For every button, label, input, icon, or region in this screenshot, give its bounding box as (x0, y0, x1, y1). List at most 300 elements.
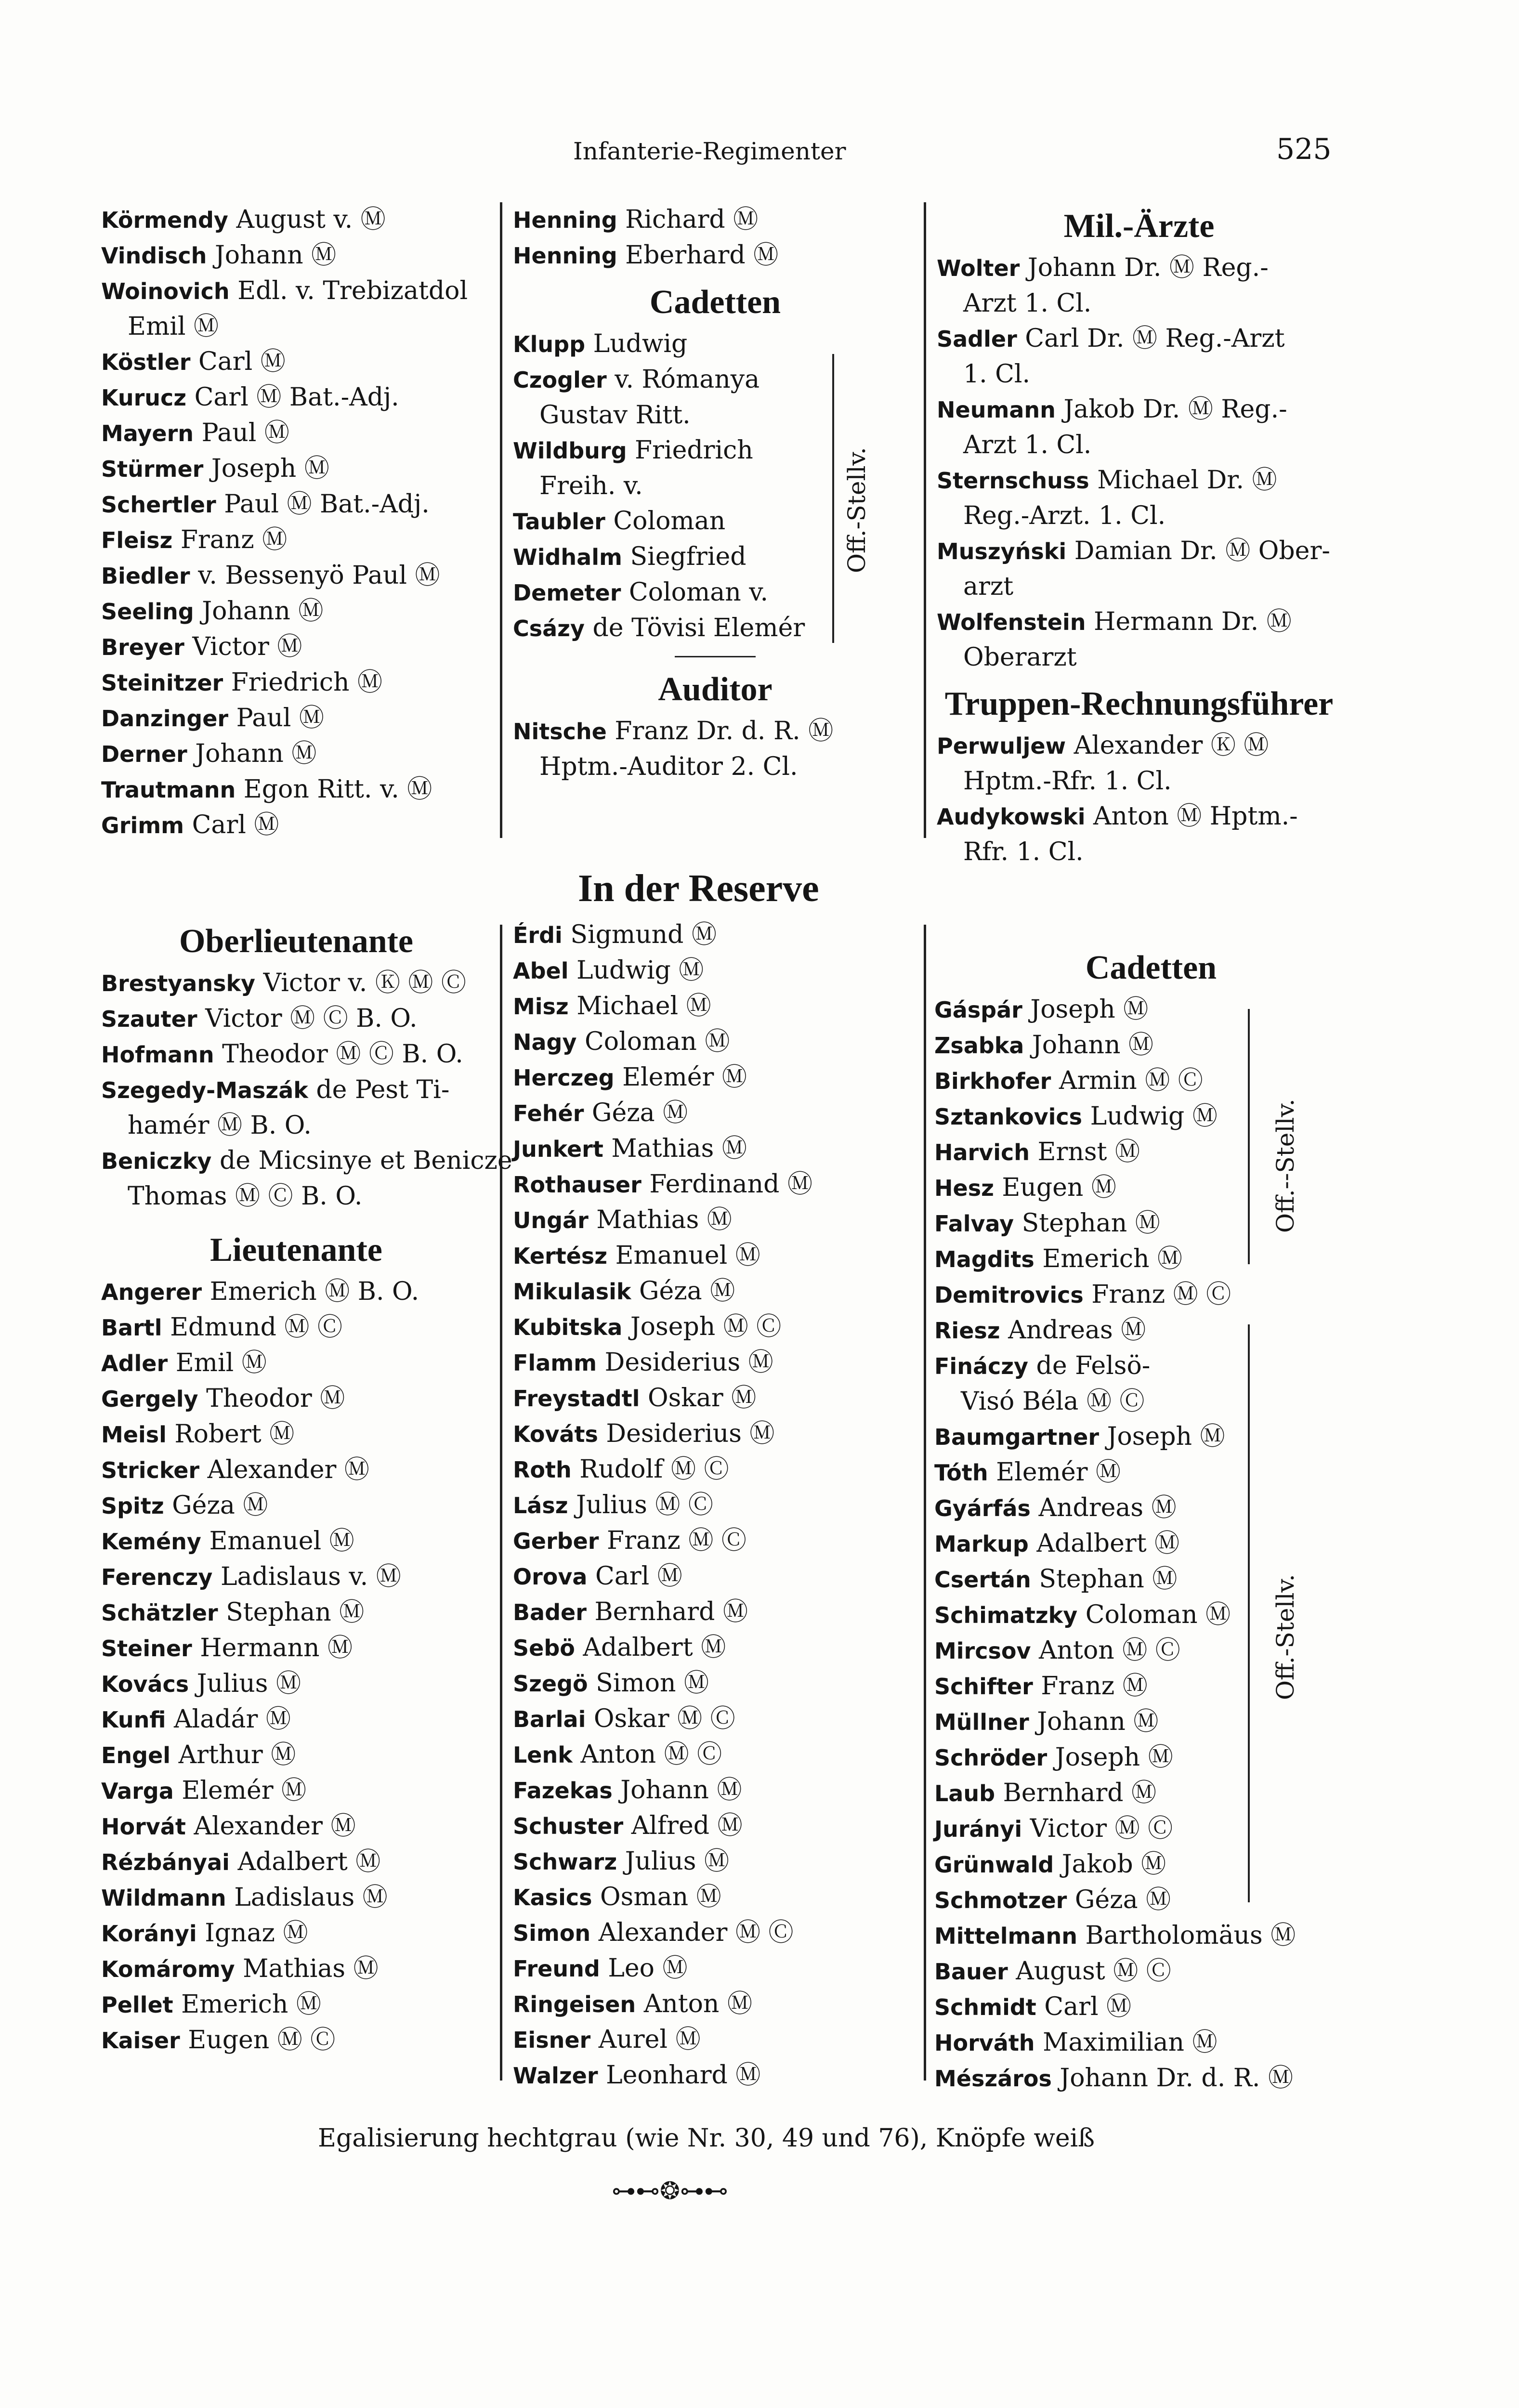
entry-details: Johann Ⓜ (1037, 1707, 1159, 1736)
surname: Fehér (513, 1100, 584, 1126)
surname: Tóth (934, 1460, 988, 1486)
entry-details: Coloman v. (629, 578, 769, 607)
surname: Schifter (934, 1674, 1033, 1700)
surname: Steinitzer (101, 670, 223, 696)
list-item (513, 1381, 917, 1416)
entry-details: Carl Ⓜ Bat.-Adj. (194, 383, 399, 412)
list-item (513, 2022, 917, 2058)
entry-details: Arzt 1. Cl. (963, 289, 1092, 318)
entry-details: Emanuel Ⓜ (209, 1527, 354, 1556)
list-item (101, 1702, 491, 1738)
list-item (513, 1274, 917, 1309)
list-item (513, 1452, 917, 1488)
surname: Danzinger (101, 706, 229, 732)
list-item (937, 357, 1341, 392)
list-item (934, 1348, 1368, 1384)
list-item (513, 362, 917, 398)
entry-details: Arthur Ⓜ (178, 1741, 296, 1769)
list-item (934, 1597, 1368, 1633)
entry-details: Franz Dr. d. R. Ⓜ (615, 717, 834, 746)
list-item (513, 1096, 917, 1131)
entry-details: Hermann Dr. Ⓜ (1094, 607, 1292, 636)
list-item (101, 1143, 512, 1179)
surname: Kaiser (101, 2028, 180, 2054)
list-item (937, 392, 1341, 428)
surname: Simon (513, 1920, 591, 1946)
entry-details: Elemér Ⓜ (182, 1776, 307, 1805)
surname: Pellet (101, 1992, 173, 2018)
list-item (101, 594, 486, 629)
entry-details: Adalbert Ⓜ (1036, 1529, 1180, 1558)
entry-details: Julius Ⓜ (625, 1847, 729, 1876)
surname: Henning (513, 243, 617, 269)
surname: Sztankovics (934, 1104, 1083, 1130)
entry-details: Coloman Ⓜ (584, 1027, 730, 1056)
entry-details: de Pest Ti- (316, 1075, 450, 1104)
entry-details: Stephan Ⓜ (1039, 1565, 1178, 1594)
entry-details: Alexander Ⓚ Ⓜ (1074, 731, 1269, 760)
entry-details: Richard Ⓜ (625, 205, 759, 234)
list-item (937, 250, 1341, 286)
surname: Kováts (513, 1421, 598, 1447)
list-item (101, 1310, 491, 1346)
list-item (937, 799, 1341, 835)
entry-details: Armin Ⓜ Ⓒ (1059, 1066, 1203, 1095)
list-item (513, 714, 917, 749)
list-item (513, 1951, 917, 1987)
surname: Abel (513, 958, 569, 984)
running-header: Infanterie-Regimenter (573, 137, 846, 165)
entry-details: Hptm.-Rfr. 1. Cl. (963, 767, 1172, 796)
surname: Schmidt (934, 1994, 1036, 2020)
surname: Mircsov (934, 1638, 1031, 1664)
entry-details: v. Bessenyö Paul Ⓜ (198, 561, 440, 590)
entry-details: Ignaz Ⓜ (205, 1919, 308, 1948)
list-item (101, 274, 486, 309)
column-rule (500, 925, 502, 2081)
surname: Walzer (513, 2063, 598, 2089)
list-item (513, 575, 917, 611)
entry-details: Victor Ⓜ Ⓒ (1030, 1814, 1173, 1843)
surname: Neumann (937, 397, 1056, 423)
entry-details: Johann Ⓜ (195, 739, 317, 768)
surname: Sternschuss (937, 468, 1089, 494)
surname: Rothauser (513, 1172, 642, 1198)
entry-details: Mathias Ⓜ (243, 1954, 379, 1983)
list-item (934, 1206, 1368, 1242)
entry-details: Gustav Ritt. (539, 401, 691, 430)
stellv-label-3: Off.-Stellv. (1271, 1574, 1299, 1700)
list-item (101, 416, 486, 451)
entry-details: Franz Ⓜ Ⓒ (1091, 1280, 1231, 1309)
stellv-label-2: Off.--Stellv. (1271, 1099, 1299, 1233)
list-item (101, 344, 486, 380)
surname: Fináczy (934, 1353, 1029, 1379)
surname: Demeter (513, 580, 621, 606)
entry-details: Géza Ⓜ (639, 1277, 735, 1306)
entry-details: Sigmund Ⓜ (570, 920, 717, 949)
list-item (101, 808, 486, 843)
surname: Szauter (101, 1006, 197, 1032)
list-item (101, 1073, 491, 1108)
entry-details: Anton Ⓜ Ⓒ (580, 1740, 722, 1769)
surname: Gergely (101, 1386, 198, 1412)
column-rule (500, 202, 502, 838)
brace (825, 354, 834, 643)
entry-details: Desiderius Ⓜ (606, 1419, 775, 1448)
entry-details: Emerich Ⓜ B. O. (210, 1277, 419, 1306)
surname: Muszyński (937, 538, 1067, 564)
surname: Ungár (513, 1207, 589, 1233)
list-item (101, 451, 486, 487)
surname: Herczeg (513, 1065, 615, 1091)
entry-details: Ernst Ⓜ (1037, 1138, 1140, 1166)
entry-details: Jakob Ⓜ (1061, 1850, 1166, 1879)
surname: Derner (101, 741, 187, 767)
list-item (937, 640, 1341, 675)
list-item (513, 398, 917, 433)
list-item (101, 1417, 491, 1453)
entry-details: Damian Dr. Ⓜ Ober- (1074, 537, 1330, 565)
list-item (513, 1773, 917, 1808)
entry-details: Emerich Ⓜ (181, 1990, 321, 2019)
entry-details: Johann Ⓜ (1032, 1031, 1154, 1060)
surname: Kubitska (513, 1314, 623, 1340)
list-item (101, 1381, 491, 1417)
surname: Breyer (101, 634, 184, 660)
entry-details: Adalbert Ⓜ (583, 1633, 726, 1662)
entry-details: Alfred Ⓜ (631, 1811, 743, 1840)
list-item (513, 989, 917, 1024)
entry-details: Bernhard Ⓜ (1003, 1779, 1157, 1807)
surname: Henning (513, 207, 617, 233)
list-item (934, 1883, 1368, 1918)
entry-details: v. Rómanya (615, 365, 760, 394)
surname: Woinovich (101, 278, 230, 304)
entry-details: Victor Ⓜ Ⓒ B. O. (205, 1004, 418, 1033)
list-item (101, 558, 486, 594)
surname: Nagy (513, 1029, 577, 1055)
entry-details: Ferdinand Ⓜ (649, 1170, 812, 1199)
list-item (101, 380, 486, 416)
list-item (513, 1309, 917, 1345)
list-item (937, 764, 1341, 799)
list-item (513, 1844, 917, 1880)
section-title-cadetten: Cadetten (649, 284, 781, 321)
list-item (937, 463, 1341, 498)
list-item (937, 428, 1341, 463)
surname: Freystadtl (513, 1386, 640, 1412)
surname: Ferenczy (101, 1564, 213, 1590)
list-item (937, 835, 1341, 870)
surname: Komáromy (101, 1956, 235, 1982)
entry-details: Johann Ⓜ (214, 241, 337, 270)
entry-details: Siegfried (630, 542, 746, 571)
surname: Riesz (934, 1318, 1000, 1344)
surname: Fazekas (513, 1778, 613, 1804)
list-item (513, 238, 917, 274)
list-item (101, 1274, 491, 1310)
surname: Körmendy (101, 207, 228, 233)
entry-details: Andreas Ⓜ (1008, 1316, 1146, 1345)
list-item (513, 2058, 917, 2094)
list-item (513, 202, 917, 238)
surname: Köstler (101, 349, 191, 375)
column-rule (924, 202, 926, 838)
surname: Engel (101, 1742, 171, 1768)
list-item (934, 1313, 1368, 1348)
surname: Hesz (934, 1175, 994, 1201)
list-item (934, 1954, 1368, 1989)
list-item (513, 1024, 917, 1060)
surname: Freund (513, 1956, 600, 1982)
entry-details: Ludwig (593, 329, 688, 358)
surname: Schmotzer (934, 1887, 1067, 1913)
surname: Schimatzky (934, 1602, 1078, 1628)
entry-details: Carl Ⓜ (198, 347, 286, 376)
surname: Wildmann (101, 1885, 226, 1911)
stellv-label: Off.-Stellv. (843, 447, 871, 573)
column-1-bottom (101, 917, 512, 2058)
list-item (937, 569, 1341, 604)
list-item (934, 1455, 1368, 1491)
surname: Jurányi (934, 1816, 1022, 1842)
entry-details: Johann Dr. Ⓜ Reg.- (1027, 253, 1269, 282)
entry-details: Elemér Ⓜ (996, 1458, 1121, 1487)
list-item (934, 1526, 1368, 1562)
entry-details: Simon Ⓜ (596, 1669, 709, 1698)
entry-details: Anton Ⓜ (643, 1989, 752, 2018)
list-item (513, 1345, 917, 1381)
surname: Mikulasik (513, 1279, 631, 1305)
list-item (934, 1989, 1368, 2025)
list-item (101, 2023, 491, 2058)
surname: Kertész (513, 1243, 608, 1269)
entry-details: Adalbert Ⓜ (237, 1847, 381, 1876)
entry-details: Stephan Ⓜ (1021, 1209, 1160, 1238)
list-item (101, 1595, 491, 1631)
list-item (937, 728, 1341, 764)
surname: Wolter (937, 255, 1020, 281)
list-item (101, 665, 486, 701)
entry-details: Michael Dr. Ⓜ (1097, 466, 1277, 495)
list-item (513, 1880, 917, 1915)
brace (1240, 1324, 1250, 1902)
list-item (101, 1524, 491, 1559)
list-item (101, 238, 486, 274)
entry-details: Leo Ⓜ (608, 1954, 688, 1983)
surname: Markup (934, 1531, 1029, 1557)
column-1-top (101, 202, 486, 843)
entry-details: Reg.-Arzt. 1. Cl. (963, 501, 1166, 530)
list-item (934, 1277, 1368, 1313)
section-title-leutnante: Lieutenante (210, 1231, 382, 1269)
list-item (513, 1666, 917, 1701)
list-item (513, 1416, 917, 1452)
surname: Kurucz (101, 385, 187, 411)
surname: Horvát (101, 1814, 186, 1840)
list-item (101, 1738, 491, 1773)
entry-details: Maximilian Ⓜ (1043, 2028, 1218, 2057)
surname: Trautmann (101, 777, 236, 803)
entry-details: Eberhard Ⓜ (625, 241, 779, 270)
entry-details: Carl Dr. Ⓜ Reg.-Arzt (1025, 324, 1285, 353)
entry-details: Visó Béla Ⓜ Ⓒ (961, 1387, 1145, 1416)
surname: Klupp (513, 331, 586, 357)
entry-details: Arzt 1. Cl. (963, 431, 1092, 459)
list-item (513, 1131, 917, 1167)
entry-details: Jakob Dr. Ⓜ Reg.- (1063, 395, 1287, 424)
surname: Wildburg (513, 438, 627, 464)
list-item (101, 1453, 491, 1488)
list-item (513, 1630, 917, 1666)
section-title-cadetten-reserve: Cadetten (1085, 949, 1217, 986)
list-item (513, 1987, 917, 2022)
list-item (513, 1060, 917, 1096)
entry-details: Hermann Ⓜ (200, 1634, 353, 1662)
entry-details: Carl Ⓜ (595, 1562, 682, 1591)
list-item (513, 611, 917, 646)
list-item (934, 1704, 1368, 1740)
surname: Szegö (513, 1671, 588, 1697)
entry-details: Victor v. Ⓚ Ⓜ Ⓒ (263, 968, 466, 997)
entry-details: Victor Ⓜ (192, 632, 302, 661)
list-item (934, 1170, 1368, 1206)
surname: Vindisch (101, 243, 207, 269)
list-item (101, 1488, 491, 1524)
entry-details: Emerich Ⓜ (1042, 1244, 1183, 1273)
entry-details: Emanuel Ⓜ (615, 1241, 760, 1270)
entry-details: Julius Ⓜ (196, 1669, 301, 1698)
list-item (101, 202, 486, 238)
list-item (101, 1631, 491, 1666)
surname: Schwarz (513, 1849, 617, 1875)
surname: Fleisz (101, 527, 173, 553)
surname: Meisl (101, 1422, 167, 1448)
surname: Kasics (513, 1885, 592, 1911)
column-3-bottom (934, 944, 1368, 2096)
list-item (934, 1918, 1368, 1954)
entry-details: Eugen Ⓜ (1002, 1173, 1116, 1202)
surname: Audykowski (937, 804, 1086, 830)
surname: Varga (101, 1778, 174, 1804)
surname: Bartl (101, 1315, 162, 1341)
list-item (513, 1203, 917, 1238)
column-3-top (937, 202, 1341, 870)
entry-details: Emil Ⓜ (128, 312, 219, 341)
entry-details: Joseph Ⓜ Ⓒ (630, 1312, 782, 1341)
list-item (937, 321, 1341, 357)
surname: Gyárfás (934, 1495, 1031, 1521)
surname: Grimm (101, 812, 184, 838)
surname: Taubler (513, 509, 605, 535)
entry-details: Joseph Ⓜ (1030, 995, 1149, 1024)
surname: Müllner (934, 1709, 1029, 1735)
surname: Wolfenstein (937, 609, 1086, 635)
entry-details: Rfr. 1. Cl. (963, 838, 1084, 866)
surname: Schätzler (101, 1600, 218, 1626)
surname: Rézbányai (101, 1849, 230, 1875)
list-item (101, 1108, 491, 1143)
entry-details: Johann Dr. d. R. Ⓜ (1060, 2064, 1293, 2093)
list-item (101, 1773, 491, 1809)
entry-details: Michael Ⓜ (576, 992, 711, 1021)
surname: Czogler (513, 367, 607, 393)
list-item (513, 1701, 917, 1737)
list-item (101, 772, 486, 808)
entry-details: Friedrich Ⓜ (231, 668, 383, 697)
entry-details: Egon Ritt. v. Ⓜ (243, 775, 432, 804)
entry-details: Stephan Ⓜ (226, 1598, 365, 1627)
list-item (934, 1633, 1368, 1669)
entry-details: Géza Ⓜ (172, 1491, 268, 1520)
list-item (513, 917, 917, 953)
list-item (937, 286, 1341, 321)
entry-details: Thomas Ⓜ Ⓒ B. O. (128, 1182, 363, 1211)
surname: Érdi (513, 922, 563, 948)
entry-details: Alexander Ⓜ (194, 1812, 356, 1841)
entry-details: de Micsinye et Benicze (219, 1146, 512, 1175)
surname: Flamm (513, 1350, 597, 1376)
list-item (101, 523, 486, 558)
surname: Bauer (934, 1959, 1008, 1985)
entry-details: Robert Ⓜ (174, 1420, 295, 1449)
list-item (934, 1562, 1368, 1597)
surname: Magdits (934, 1246, 1034, 1272)
entry-details: Aurel Ⓜ (598, 2025, 701, 2054)
list-item (101, 736, 486, 772)
entry-details: Coloman Ⓜ (1085, 1600, 1231, 1629)
surname: Laub (934, 1780, 995, 1806)
surname: Sadler (937, 326, 1017, 352)
list-item (101, 1179, 491, 1214)
entry-details: Desiderius Ⓜ (604, 1348, 773, 1377)
list-item (101, 966, 491, 1001)
surname: Gáspár (934, 997, 1022, 1023)
entry-details: Franz Ⓜ (1041, 1672, 1148, 1701)
surname: Kemény (101, 1529, 201, 1555)
list-item (101, 1845, 491, 1880)
surname: Mayern (101, 420, 194, 446)
list-item (101, 1346, 491, 1381)
section-title-auditor: Auditor (658, 671, 773, 708)
entry-details: Ludwig Ⓜ (576, 956, 704, 985)
list-item (513, 1488, 917, 1523)
entry-details: Alexander Ⓜ Ⓒ (598, 1918, 794, 1947)
list-item (101, 1916, 491, 1951)
surname: Mittelmann (934, 1923, 1077, 1949)
surname: Spitz (101, 1493, 164, 1519)
entry-details: Elemér Ⓜ (622, 1063, 747, 1092)
list-item (934, 1740, 1368, 1776)
entry-details: Anton Ⓜ Hptm.- (1093, 802, 1298, 831)
surname: Biedler (101, 563, 190, 589)
surname: Sebö (513, 1635, 575, 1661)
surname: Baumgartner (934, 1424, 1100, 1450)
surname: Bader (513, 1599, 587, 1625)
entry-details: August v. Ⓜ (236, 205, 386, 234)
entry-details: de Felsö- (1036, 1351, 1151, 1380)
section-title-truppen: Truppen-Rechnungsführer (944, 685, 1334, 722)
list-item (101, 629, 486, 665)
list-item (934, 2061, 1368, 2096)
surname: Schröder (934, 1745, 1048, 1771)
surname: Kovács (101, 1671, 189, 1697)
entry-details: Joseph Ⓜ (211, 454, 329, 483)
surname: Steiner (101, 1636, 192, 1662)
surname: Harvich (934, 1139, 1030, 1165)
entry-details: Carl Ⓜ (1044, 1992, 1132, 2021)
